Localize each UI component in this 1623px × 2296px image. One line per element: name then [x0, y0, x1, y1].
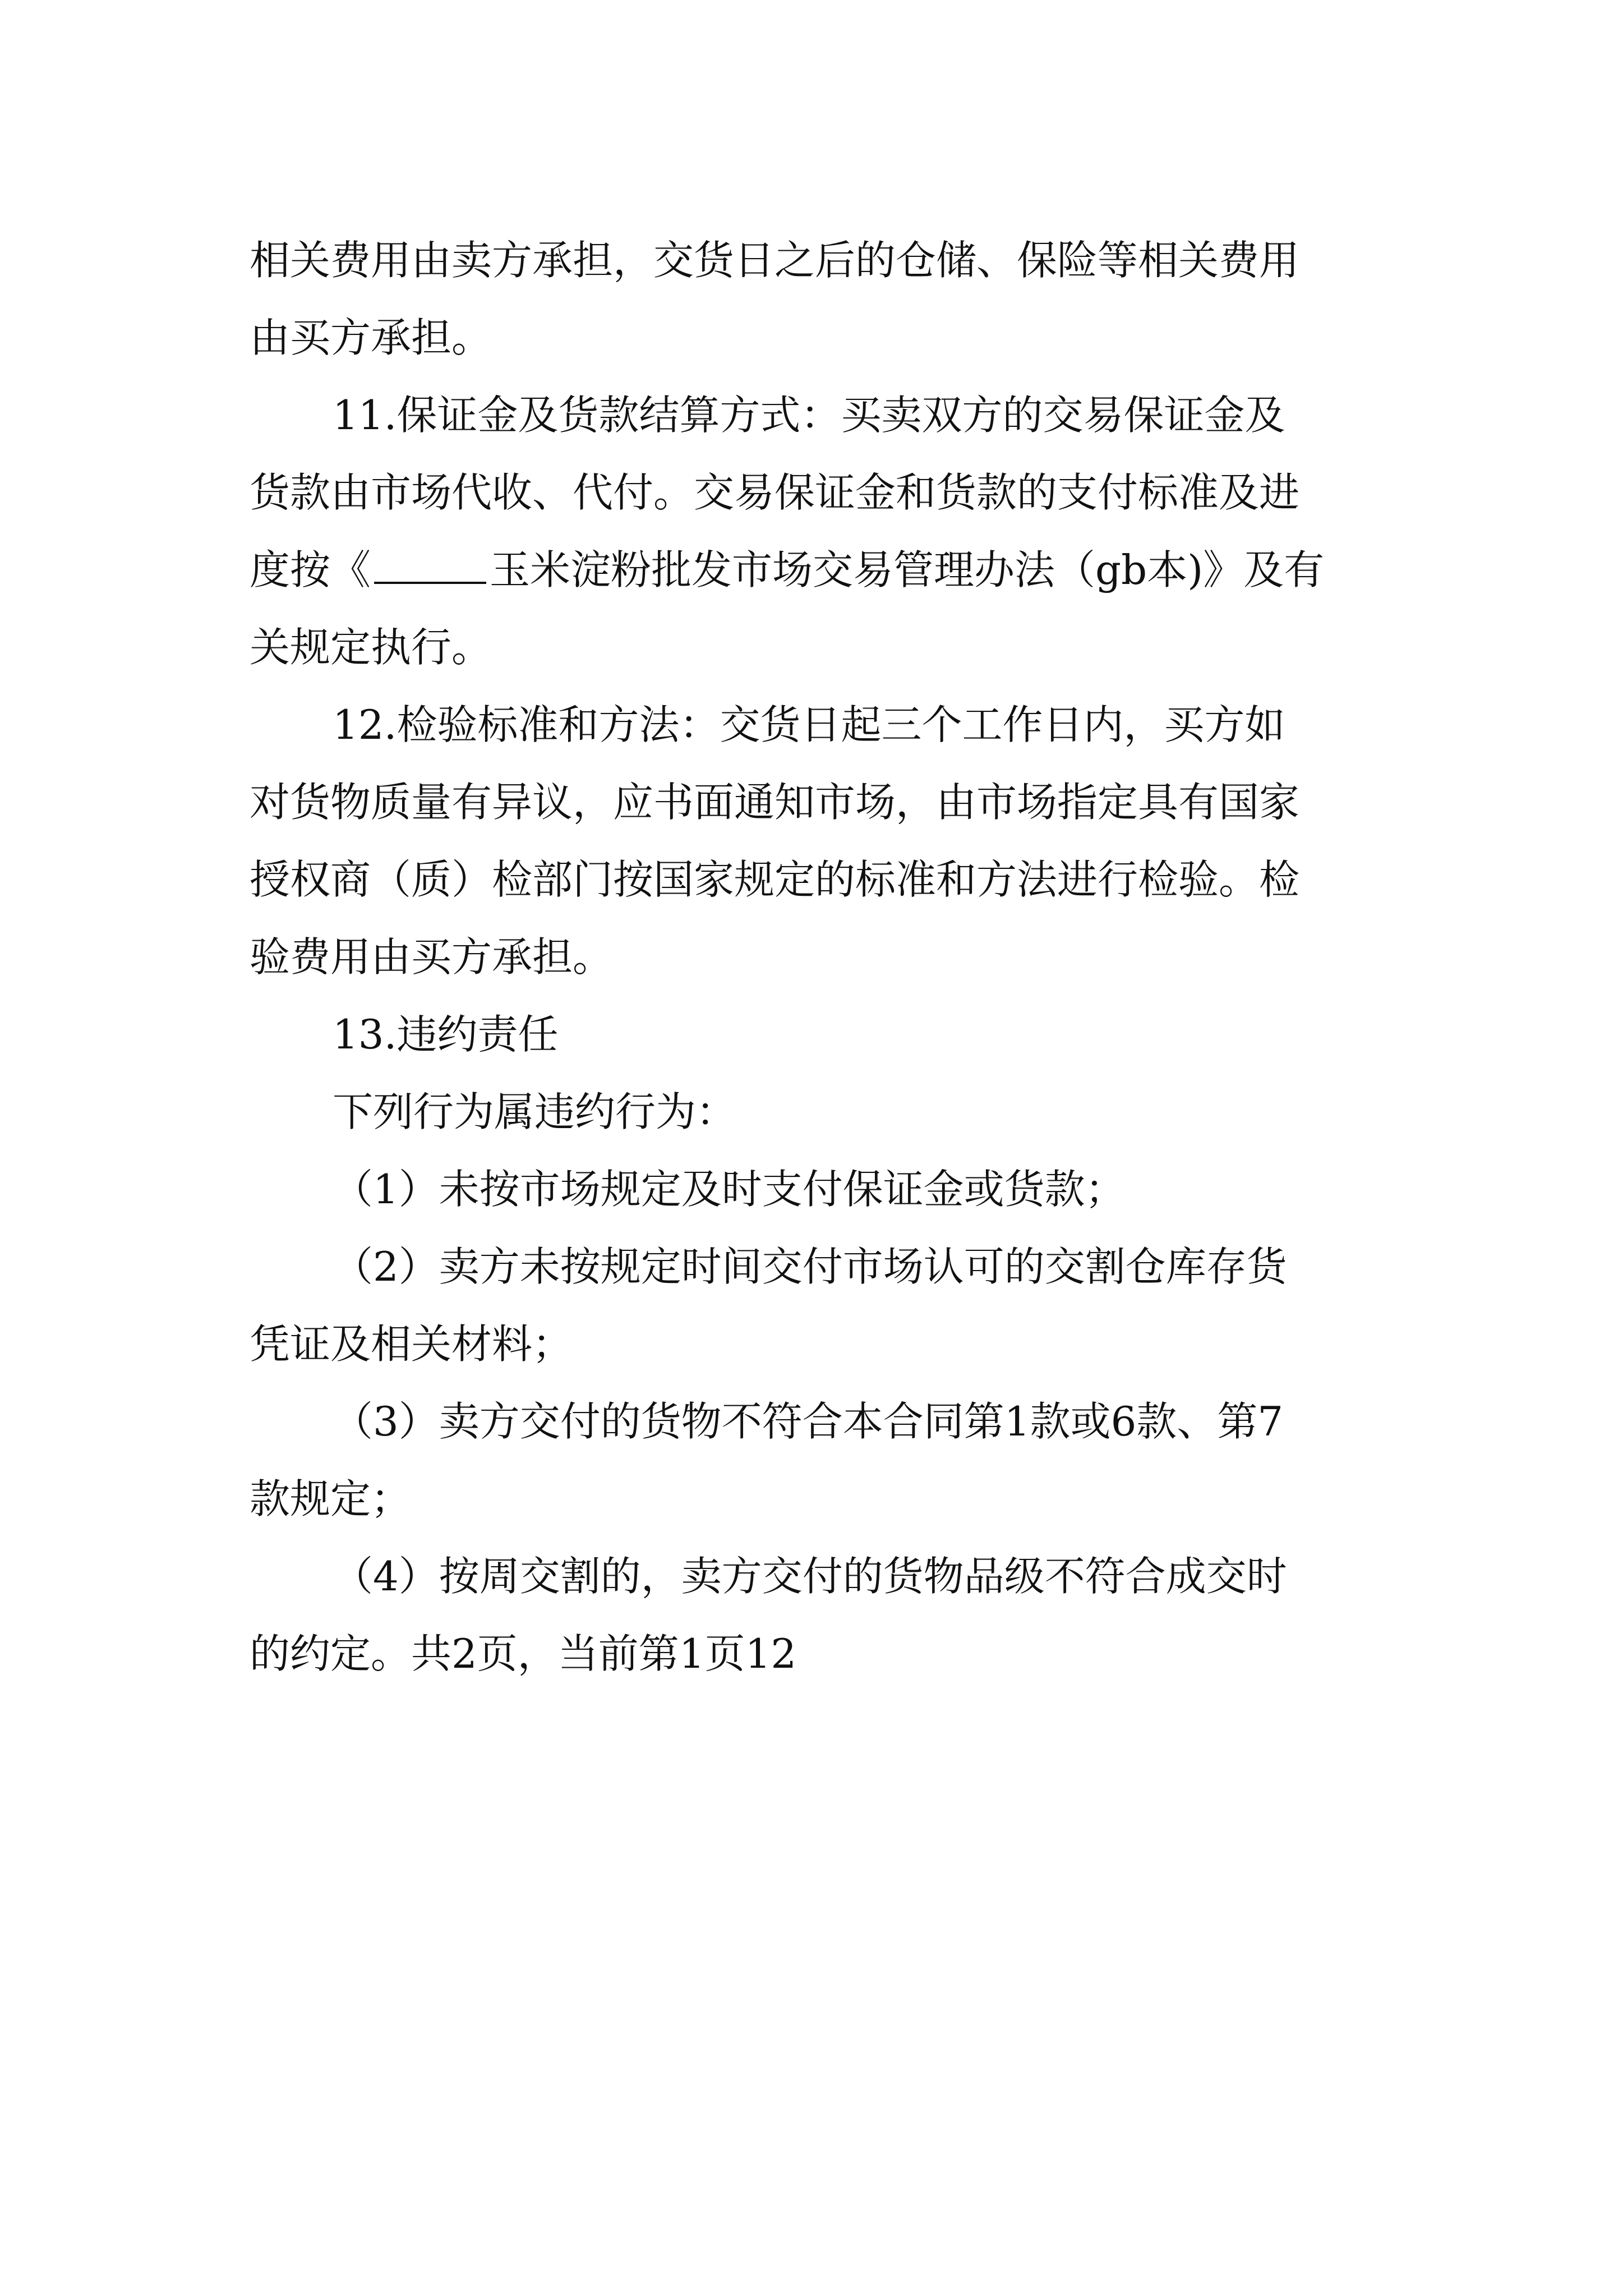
text-line: 12.检验标准和方法：交货日起三个工作日内，买方如: [333, 701, 1285, 748]
text-line: 验费用由买方承担。: [250, 933, 614, 981]
paragraph-item-2: [250, 1228, 1377, 1383]
text-line: 款规定；: [250, 1475, 412, 1522]
text-line: 关规定执行。: [250, 624, 492, 671]
paragraph-settlement: [250, 376, 1377, 686]
text-line: 凭证及相关材料；: [250, 1320, 573, 1368]
text-line: 授权商（质）检部门按国家规定的标准和方法进行检验。检: [250, 856, 1300, 903]
text-line: （2）卖方未按规定时间交付市场认可的交割仓库存货: [333, 1243, 1287, 1290]
text-line: （3）卖方交付的货物不符合本合同第1款或6款、第7: [333, 1398, 1284, 1445]
paragraph-breach-heading: [250, 996, 1377, 1073]
text-line: 货款由市场代收、代付。交易保证金和货款的支付标准及进: [250, 469, 1300, 516]
text-line: 由买方承担。: [250, 314, 492, 361]
paragraph-breach-intro: [250, 1073, 1377, 1151]
text-line: 的约定。共2页，当前第1页12: [250, 1630, 797, 1677]
paragraph-item-4: [250, 1538, 1377, 1692]
document-body: [250, 222, 1377, 1692]
paragraph-item-3: [250, 1383, 1377, 1538]
text-line: 11.保证金及货款结算方式：买卖双方的交易保证金及: [333, 392, 1285, 439]
paragraph-inspection: [250, 686, 1377, 996]
text-fragment: 玉米淀粉批发市场交易管理办法（gb本)》及有: [490, 546, 1325, 593]
text-fragment: 度按《: [250, 546, 371, 593]
text-line: （1）未按市场规定及时支付保证金或货款；: [333, 1166, 1126, 1213]
text-line: （4）按周交割的，卖方交付的货物品级不符合成交时: [333, 1553, 1287, 1600]
paragraph-fees: [250, 222, 1377, 376]
text-line: 相关费用由卖方承担，交货日之后的仓储、保险等相关费用: [250, 237, 1300, 284]
paragraph-item-1: [250, 1151, 1377, 1228]
text-line: 13.违约责任: [333, 1011, 559, 1058]
fill-in-blank: [374, 542, 486, 584]
text-line-with-blank: [250, 531, 1377, 609]
text-line: 下列行为属违约行为：: [333, 1088, 737, 1135]
text-line: 对货物质量有异议，应书面通知市场，由市场指定具有国家: [250, 779, 1300, 826]
